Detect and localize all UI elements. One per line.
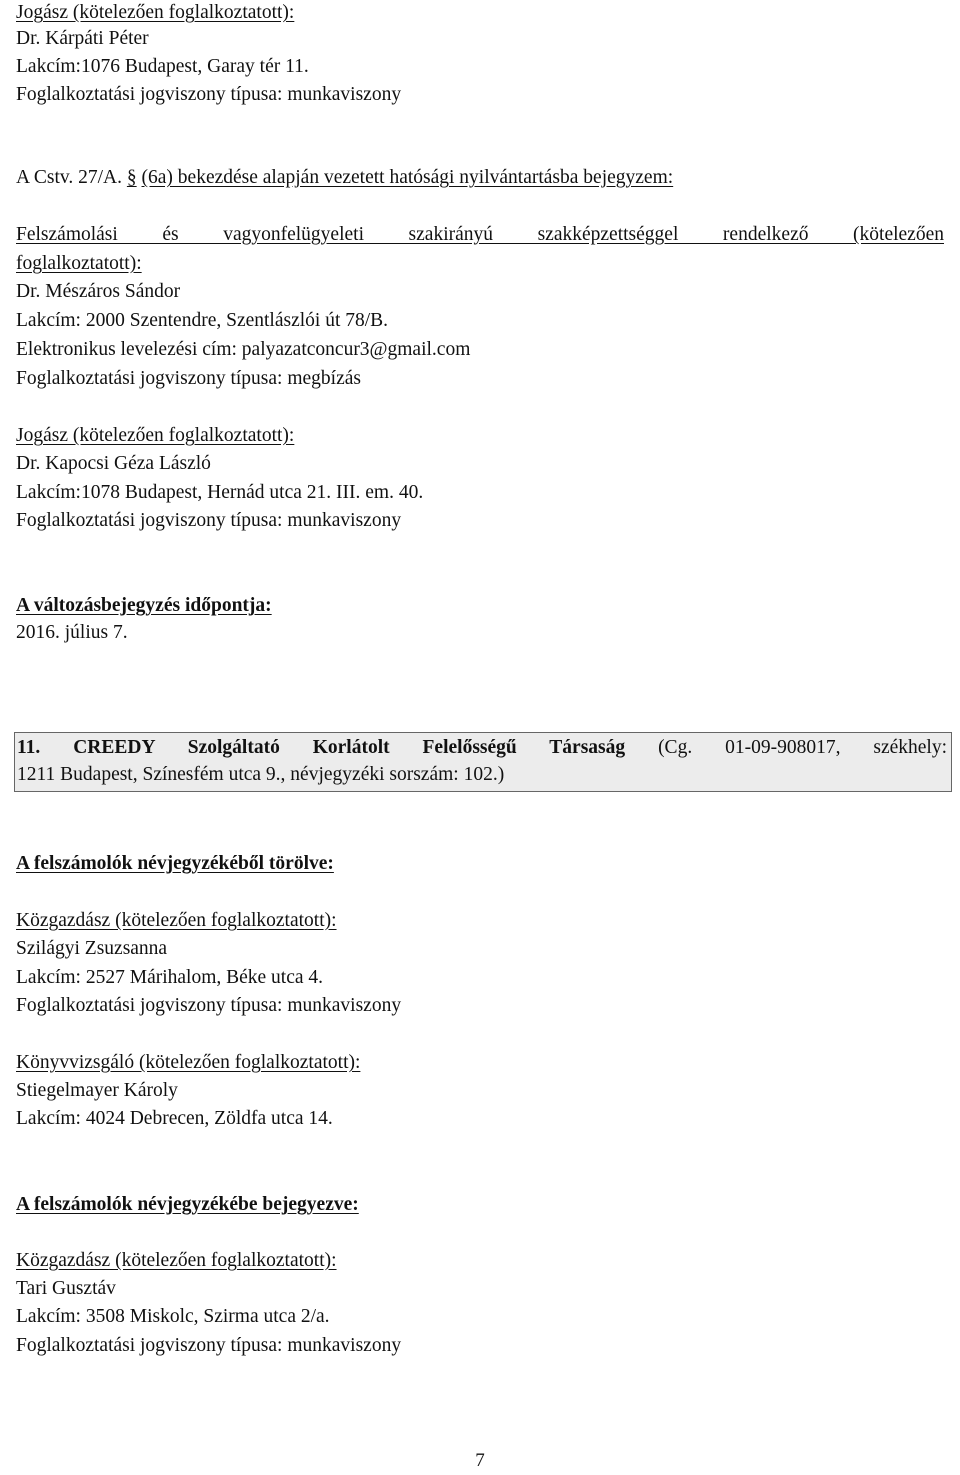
added-p1-role: Közgazdász (kötelezően foglalkoztatott):	[16, 1250, 337, 1271]
top-person-address: Lakcím:1076 Budapest, Garay tér 11.	[16, 56, 309, 77]
added-heading: A felszámolók névjegyzékébe bejegyezve:	[16, 1194, 359, 1215]
top-role-label: Jogász (kötelezően foglalkoztatott):	[16, 2, 295, 23]
change-date-value: 2016. július 7.	[16, 622, 128, 643]
company-details-line1: (Cg. 01-09-908017, székhely:	[658, 737, 947, 758]
removed-heading: A felszámolók névjegyzékéből törölve:	[16, 853, 334, 874]
cstv-section-sign: §	[126, 167, 137, 188]
felszam-person-address: Lakcím: 2000 Szentendre, Szentlászlói út 78/B.	[16, 310, 389, 331]
added-p1-employment: Foglalkoztatási jogviszony típusa: munkaviszony	[16, 1335, 402, 1356]
felszam-role-line2: foglalkoztatott):	[16, 253, 142, 274]
felszam-role-line1: Felszámolási és vagyonfelügyeleti szakirányú szakképzettséggel rendelkező (kötelezően	[16, 224, 944, 245]
company-box	[14, 732, 952, 792]
removed-p1-employment: Foglalkoztatási jogviszony típusa: munkaviszony	[16, 995, 402, 1016]
removed-p1-name: Szilágyi Zsuzsanna	[16, 938, 168, 959]
cstv-prefix: A Cstv. 27/A.	[16, 167, 123, 188]
page-number: 7	[475, 1450, 485, 1471]
company-line1	[17, 735, 947, 761]
removed-p1-role: Közgazdász (kötelezően foglalkoztatott):	[16, 910, 337, 931]
company-number: 11.	[17, 737, 41, 758]
cstv-registration-line	[16, 165, 673, 191]
change-date-heading: A változásbejegyzés időpontja:	[16, 595, 272, 616]
felszam-person-email: Elektronikus levelezési cím: palyazatconcur3@gmail.com	[16, 339, 471, 360]
removed-p1-address: Lakcím: 2527 Márihalom, Béke utca 4.	[16, 967, 324, 988]
jogasz-person-employment: Foglalkoztatási jogviszony típusa: munkaviszony	[16, 510, 402, 531]
removed-p2-name: Stiegelmayer Károly	[16, 1080, 178, 1101]
company-name: CREEDY Szolgáltató Korlátolt Felelősségű Társaság	[73, 737, 626, 758]
jogasz-person-name: Dr. Kapocsi Géza László	[16, 453, 211, 474]
removed-p2-address: Lakcím: 4024 Debrecen, Zöldfa utca 14.	[16, 1108, 333, 1129]
company-details-line2: 1211 Budapest, Színesfém utca 9., névjegyzéki sorszám: 102.)	[17, 764, 505, 785]
top-person-employment: Foglalkoztatási jogviszony típusa: munkaviszony	[16, 84, 402, 105]
removed-p2-role: Könyvvizsgáló (kötelezően foglalkoztatott):	[16, 1052, 361, 1073]
felszam-person-employment: Foglalkoztatási jogviszony típusa: megbízás	[16, 368, 361, 389]
felszam-person-name: Dr. Mészáros Sándor	[16, 281, 181, 302]
cstv-rest: (6a) bekezdése alapján vezetett hatósági nyilvántartásba bejegyzem:	[141, 167, 674, 188]
added-p1-name: Tari Gusztáv	[16, 1278, 116, 1299]
top-person-name: Dr. Kárpáti Péter	[16, 28, 149, 49]
jogasz-role-label: Jogász (kötelezően foglalkoztatott):	[16, 425, 295, 446]
jogasz-person-address: Lakcím:1078 Budapest, Hernád utca 21. III. em. 40.	[16, 482, 424, 503]
added-p1-address: Lakcím: 3508 Miskolc, Szirma utca 2/a.	[16, 1306, 330, 1327]
